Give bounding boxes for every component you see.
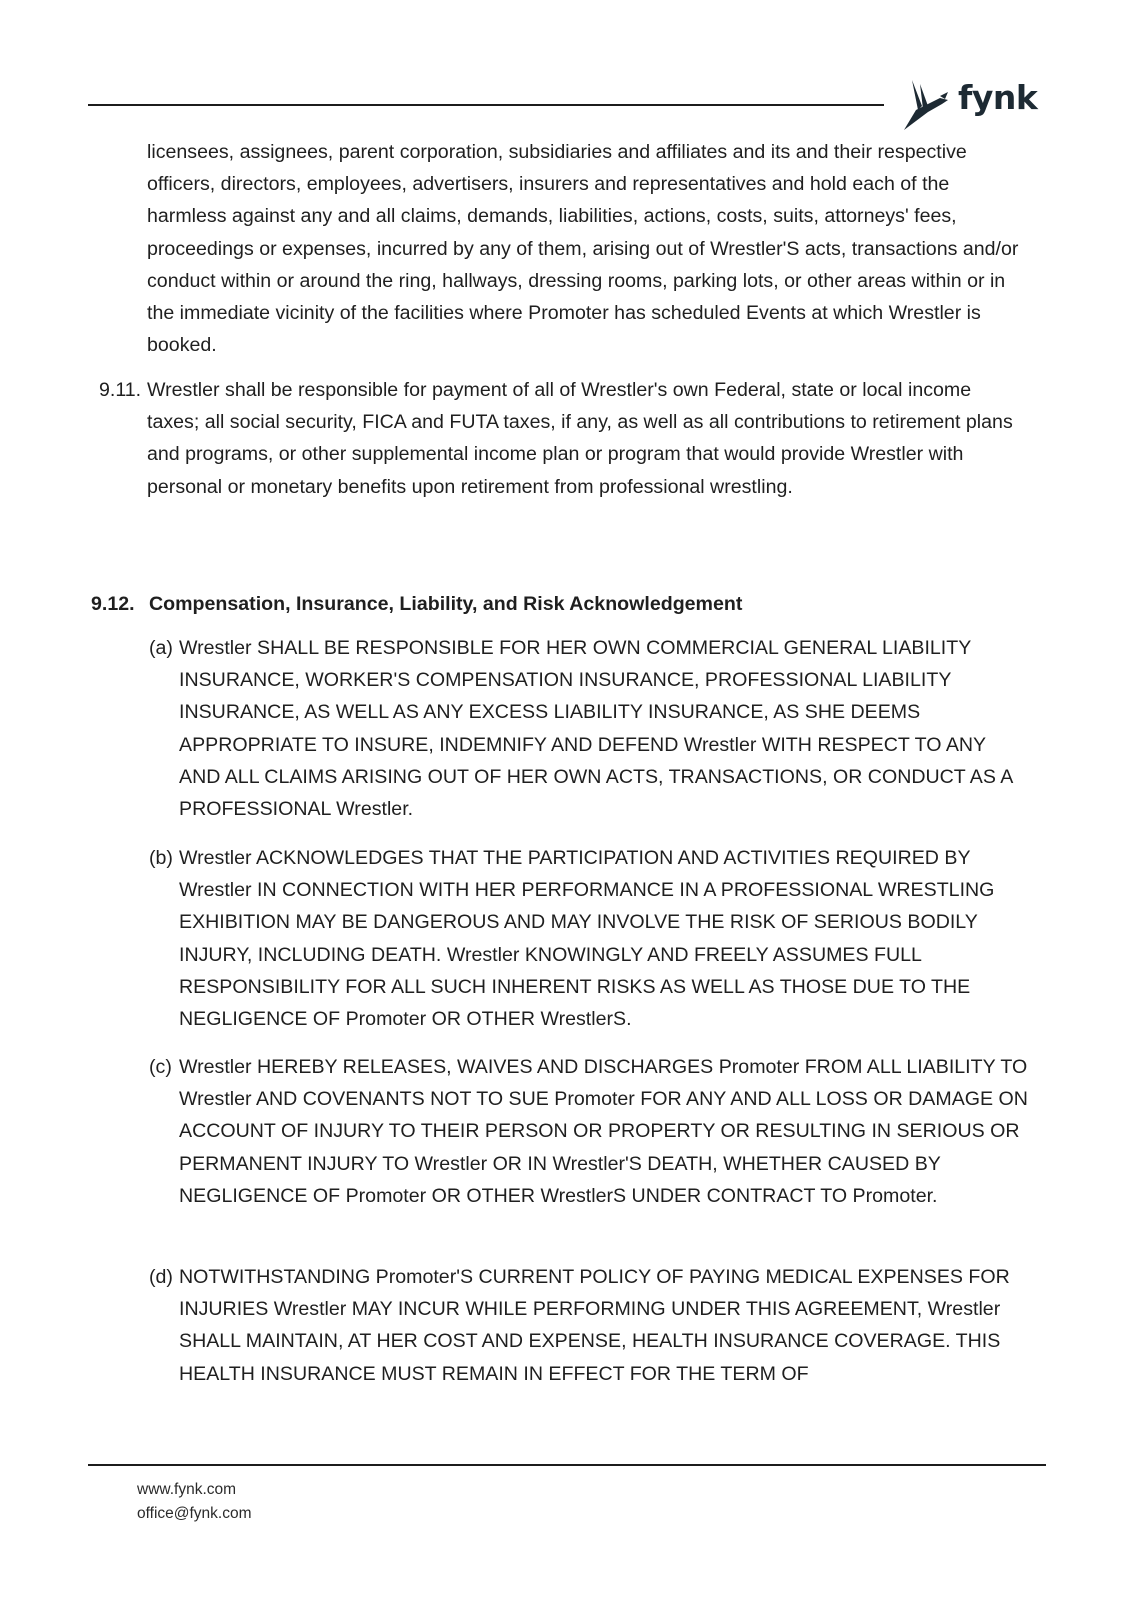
continuation-paragraph: licensees, assignees, parent corporation, subsidiaries and affiliates and its and their respective officers, directors, employees, advertisers, insurers and representatives and hold each of the harmless against any and all claims, demands, liabilities, actions, costs, suits, attorneys' fees, proceedings or expenses, incurred by any of them, arising out of Wrestler'S acts, transactions and/or conduct within or around the ring, hallways, dressing rooms, parking lots, or other areas within or in the immediate vicinity of the facilities where Promoter has scheduled Events at which Wrestler is booked.: [147, 141, 1019, 357]
item-text: Wrestler ACKNOWLEDGES THAT THE PARTICIPATION AND ACTIVITIES REQUIRED BY Wrestler IN CONNECTION WITH HER PERFORMANCE IN A PROFESSIONAL WRESTLING EXHIBITION MAY BE DANGEROUS AND MAY INVOLVE THE RISK OF SERIOUS BODILY INJURY, INCLUDING DEATH. Wrestler KNOWINGLY AND FREELY ASSUMES FULL RESPONSIBILITY FOR ALL SUCH INHERENT RISKS AS WELL AS THOSE DUE TO THE NEGLIGENCE OF Promoter OR OTHER WrestlerS.: [179, 847, 995, 1031]
item-label: (d): [149, 1266, 173, 1288]
item-label: (c): [149, 1056, 172, 1078]
clause-text: Wrestler shall be responsible for payment of all of Wrestler's own Federal, state or local income taxes; all social security, FICA and FUTA taxes, if any, as well as all contributions to retirement plans and programs, or other supplemental income plan or program that would provide Wrestler with personal or monetary benefits upon retirement from professional wrestling.: [147, 379, 1013, 498]
clause-9-12-heading: [91, 592, 742, 616]
footer-email[interactable]: office@fynk.com: [137, 1505, 252, 1522]
item-text: Wrestler HEREBY RELEASES, WAIVES AND DISCHARGES Promoter FROM ALL LIABILITY TO Wrestler AND COVENANTS NOT TO SUE Promoter FOR ANY AND ALL LOSS OR DAMAGE ON ACCOUNT OF INJURY TO THEIR PERSON OR PROPERTY OR RESULTING IN SERIOUS OR PERMANENT INJURY TO Wrestler OR IN Wrestler'S DEATH, WHETHER CAUSED BY NEGLIGENCE OF Promoter OR OTHER WrestlerS UNDER CONTRACT TO Promoter.: [179, 1056, 1028, 1207]
brand-name: fynk: [958, 78, 1038, 117]
list-item: [149, 1261, 1029, 1390]
item-text: Wrestler SHALL BE RESPONSIBLE FOR HER OWN COMMERCIAL GENERAL LIABILITY INSURANCE, WORKER'S COMPENSATION INSURANCE, PROFESSIONAL LIABILITY INSURANCE, AS WELL AS ANY EXCESS LIABILITY INSURANCE, AS SHE DEEMS APPROPRIATE TO INSURE, INDEMNIFY AND DEFEND Wrestler WITH RESPECT TO ANY AND ALL CLAIMS ARISING OUT OF HER OWN ACTS, TRANSACTIONS, OR CONDUCT AS A PROFESSIONAL Wrestler.: [179, 637, 1013, 821]
brand-logo: [898, 76, 1048, 132]
clause-number: 9.11.: [99, 379, 142, 401]
footer-rule: [88, 1464, 1046, 1466]
item-text: NOTWITHSTANDING Promoter'S CURRENT POLICY OF PAYING MEDICAL EXPENSES FOR INJURIES Wrestler MAY INCUR WHILE PERFORMING UNDER THIS AGREEMENT, Wrestler SHALL MAINTAIN, AT HER COST AND EXPENSE, HEALTH INSURANCE COVERAGE. THIS HEALTH INSURANCE MUST REMAIN IN EFFECT FOR THE TERM OF: [179, 1266, 1010, 1385]
list-item: [149, 1051, 1029, 1212]
bird-icon: [898, 76, 956, 132]
footer-website[interactable]: www.fynk.com: [137, 1481, 237, 1498]
clause-9-11: [99, 374, 1027, 503]
list-item: [149, 632, 1029, 825]
item-label: (b): [149, 847, 173, 869]
list-item: [149, 842, 1029, 1035]
footer: [137, 1478, 252, 1526]
clause-title: Compensation, Insurance, Liability, and Risk Acknowledgement: [149, 593, 743, 615]
item-label: (a): [149, 637, 173, 659]
header-rule: [88, 104, 884, 106]
clause-number: 9.12.: [91, 593, 135, 615]
